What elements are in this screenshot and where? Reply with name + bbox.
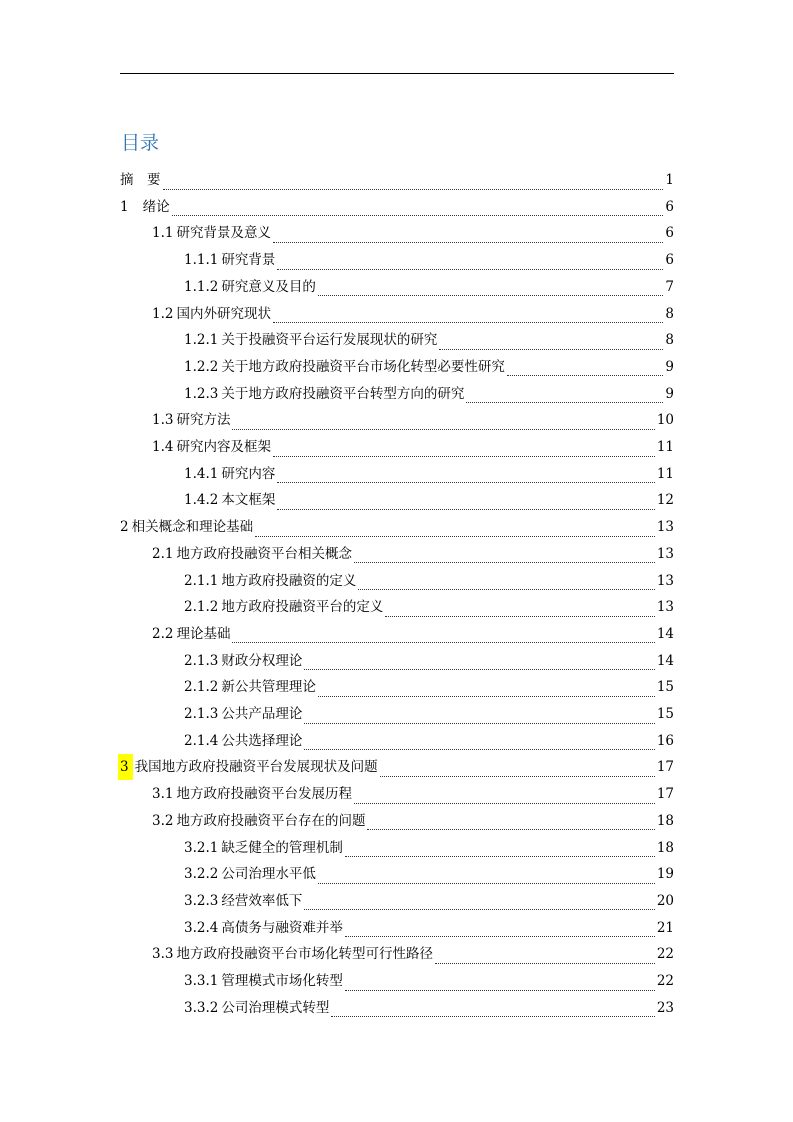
toc-entry-number: 1.1.2 xyxy=(184,278,219,295)
toc-entry-title: 研究内容及框架 xyxy=(176,439,271,455)
toc-entry[interactable] xyxy=(120,754,674,780)
toc-entry-title: 公共选择理论 xyxy=(221,732,303,749)
toc-entry-page: 22 xyxy=(656,946,674,963)
toc-entry-page: 17 xyxy=(656,759,674,776)
header-rule xyxy=(120,73,674,74)
toc-entry-page: 9 xyxy=(665,385,674,402)
dot-leader xyxy=(345,846,655,857)
toc-entry[interactable] xyxy=(184,381,674,407)
toc-entry-number: 2.1 xyxy=(152,545,174,562)
toc-entry[interactable] xyxy=(184,274,674,300)
toc-entry-page: 21 xyxy=(656,919,674,936)
toc-entry-page: 14 xyxy=(656,652,674,669)
dot-leader xyxy=(318,686,655,697)
toc-entry-number: 1.1.1 xyxy=(184,252,219,269)
dot-leader xyxy=(367,819,654,830)
dot-leader xyxy=(232,419,654,430)
toc-entry-title: 地方政府投融资平台的定义 xyxy=(221,599,384,616)
toc-entry-number: 1.4.1 xyxy=(184,465,219,482)
dot-leader xyxy=(255,526,655,537)
toc-entry[interactable] xyxy=(152,808,674,834)
toc-entry-page: 8 xyxy=(665,305,674,322)
toc-entry[interactable] xyxy=(152,407,674,433)
dot-leader xyxy=(318,285,664,296)
toc-entry-number: 1.2.3 xyxy=(184,385,219,402)
toc-entry-title: 缺乏健全的管理机制 xyxy=(221,839,343,856)
toc-entry-number: 2.1.3 xyxy=(184,706,219,722)
toc-entry-page: 11 xyxy=(656,465,674,482)
toc-entry-number: 2.2 xyxy=(152,625,174,642)
toc-entry[interactable] xyxy=(120,514,674,540)
dot-leader xyxy=(354,552,655,563)
toc-entry-number: 3.3.2 xyxy=(184,999,219,1016)
toc-entry[interactable] xyxy=(184,487,674,513)
toc-entry-number: 3.2.4 xyxy=(184,919,219,936)
dot-leader xyxy=(277,259,663,270)
toc-entry-page: 7 xyxy=(665,278,674,295)
toc-entry-title: 研究内容 xyxy=(221,465,276,482)
toc-entry[interactable] xyxy=(184,354,674,380)
toc-entry[interactable] xyxy=(152,541,674,567)
toc-entry-number: 2.1.2 xyxy=(184,679,219,696)
toc-entry[interactable] xyxy=(184,968,674,994)
toc-entry-title: 地方政府投融资平台发展历程 xyxy=(176,786,352,803)
toc-entry-page: 13 xyxy=(656,572,674,589)
toc-entry[interactable] xyxy=(184,594,674,620)
toc-entry-title: 研究方法 xyxy=(176,412,231,429)
dot-leader xyxy=(304,739,654,750)
toc-entry-page: 6 xyxy=(665,225,674,242)
toc-entry-number: 3.2.1 xyxy=(184,839,219,856)
toc-entry-page: 9 xyxy=(665,358,674,375)
toc-entry[interactable] xyxy=(184,995,674,1021)
toc-entry-number: 3 xyxy=(118,754,133,780)
dot-leader xyxy=(277,472,654,483)
toc-entry-number: 2.1.4 xyxy=(184,732,219,749)
dot-leader xyxy=(345,980,655,991)
dot-leader xyxy=(354,793,655,804)
toc-entry-page: 14 xyxy=(656,625,674,642)
dot-leader xyxy=(163,179,664,190)
toc-entry-number: 2.1.2 xyxy=(184,599,219,616)
dot-leader xyxy=(435,953,655,964)
toc-entry[interactable] xyxy=(184,835,674,861)
toc-entry-title: 公司治理模式转型 xyxy=(221,999,330,1016)
toc-entry-number: 2.1.1 xyxy=(184,572,219,589)
toc-entry[interactable] xyxy=(184,701,674,727)
toc-title: 目录 xyxy=(121,132,160,154)
dot-leader xyxy=(232,632,654,643)
toc-entry-number: 3.2.2 xyxy=(184,866,219,883)
toc-entry[interactable] xyxy=(152,301,674,327)
dot-leader xyxy=(304,899,654,910)
toc-entry-title: 地方政府投融资平台相关概念 xyxy=(176,545,352,562)
toc-entry-page: 15 xyxy=(656,679,674,696)
toc-entry[interactable] xyxy=(152,621,674,647)
toc-entry-page: 22 xyxy=(656,973,674,989)
toc-entry-page: 17 xyxy=(656,786,674,803)
dot-leader xyxy=(507,365,664,376)
toc-entry-title: 地方政府投融资平台市场化转型可行性路径 xyxy=(176,946,433,963)
dot-leader xyxy=(345,926,655,937)
toc-entry-title: 研究意义及目的 xyxy=(221,278,316,295)
toc-entry-page: 15 xyxy=(656,706,674,722)
toc-entry-title: 关于地方政府投融资平台转型方向的研究 xyxy=(221,385,465,402)
toc-entry-number: 1 xyxy=(120,198,129,215)
toc-entry[interactable] xyxy=(184,888,674,914)
dot-leader xyxy=(358,579,654,590)
toc-entry-title: 财政分权理论 xyxy=(221,652,303,669)
dot-leader xyxy=(331,1006,654,1017)
toc-entry[interactable] xyxy=(184,915,674,941)
toc-entry-title: 我国地方政府投融资平台发展现状及问题 xyxy=(134,759,378,776)
toc-entry-number: 1.4.2 xyxy=(184,492,219,509)
dot-leader xyxy=(304,659,654,670)
toc-entry-number: 3.3 xyxy=(152,946,174,963)
toc-entry-title: 绪论 xyxy=(142,198,170,215)
toc-entry-number: 2 xyxy=(120,519,129,536)
toc-entry-page: 20 xyxy=(656,892,674,909)
toc-entry-number: 1.3 xyxy=(152,412,174,429)
dot-leader xyxy=(380,766,655,777)
toc-entry-number: 1.2.1 xyxy=(184,332,219,349)
toc-entry-page: 1 xyxy=(665,172,674,188)
dot-leader xyxy=(318,873,655,884)
toc-entry-title: 新公共管理理论 xyxy=(221,679,316,696)
toc-entry-page: 13 xyxy=(656,599,674,616)
toc-entry-page: 10 xyxy=(656,412,674,429)
toc-entry-title: 地方政府投融资平台存在的问题 xyxy=(176,812,366,829)
toc-entry[interactable] xyxy=(184,461,674,487)
toc-entry-page: 18 xyxy=(656,812,674,829)
toc-entry-number: 3.3.1 xyxy=(184,973,219,989)
toc-entry-title: 高债务与融资难并举 xyxy=(221,919,343,936)
toc-entry-title: 经营效率低下 xyxy=(221,892,303,909)
dot-leader xyxy=(466,392,663,403)
toc-entry-number: 1.2 xyxy=(152,305,174,322)
toc-entry[interactable] xyxy=(184,568,674,594)
dot-leader xyxy=(439,339,663,350)
toc-entry-number: 1.4 xyxy=(152,439,174,455)
toc-entry-number: 3.2.3 xyxy=(184,892,219,909)
toc-entry[interactable] xyxy=(184,728,674,754)
dot-leader xyxy=(385,606,654,617)
toc-entry-title: 研究背景及意义 xyxy=(176,225,271,242)
toc-entry-title: 公共产品理论 xyxy=(221,706,303,722)
toc-entry-page: 6 xyxy=(665,198,674,215)
toc-entry[interactable] xyxy=(184,861,674,887)
dot-leader xyxy=(304,713,654,724)
toc-entry[interactable] xyxy=(152,220,674,246)
toc-entry[interactable] xyxy=(152,941,674,967)
toc-entry-title: 理论基础 xyxy=(176,625,231,642)
toc-entry-number: 2.1.3 xyxy=(184,652,219,669)
toc-entry-page: 13 xyxy=(656,545,674,562)
toc-entry-number: 1.2.2 xyxy=(184,358,219,375)
toc-entry-page: 6 xyxy=(665,252,674,269)
toc-entry-title: 公司治理水平低 xyxy=(221,866,316,883)
toc-entry-title: 相关概念和理论基础 xyxy=(131,519,254,536)
toc-entry-page: 18 xyxy=(656,839,674,856)
dot-leader xyxy=(172,205,664,216)
toc-entry-title: 地方政府投融资的定义 xyxy=(221,572,357,589)
toc-entry-number: 摘 要 xyxy=(120,172,161,188)
toc-entry-page: 16 xyxy=(656,732,674,749)
toc-entry-title: 关于地方政府投融资平台市场化转型必要性研究 xyxy=(221,358,505,375)
toc-entry-title: 管理模式市场化转型 xyxy=(221,973,343,989)
dot-leader xyxy=(277,499,654,510)
toc-entry-page: 19 xyxy=(656,866,674,883)
toc-entry-title: 研究背景 xyxy=(221,252,276,269)
toc-entry-title: 国内外研究现状 xyxy=(176,305,271,322)
dot-leader xyxy=(273,446,655,457)
dot-leader xyxy=(273,232,663,243)
dot-leader xyxy=(273,312,663,323)
toc-entry-number: 3.2 xyxy=(152,812,174,829)
toc-entry[interactable] xyxy=(120,167,674,193)
toc-entry-title: 关于投融资平台运行发展现状的研究 xyxy=(221,332,438,349)
toc-entry-page: 23 xyxy=(656,999,674,1016)
toc-entry-page: 12 xyxy=(656,492,674,509)
toc-entry[interactable] xyxy=(152,781,674,807)
toc-entry-number: 1.1 xyxy=(152,225,174,242)
toc-entry-title: 本文框架 xyxy=(221,492,276,509)
toc-entry[interactable] xyxy=(152,434,674,460)
toc-entry[interactable] xyxy=(184,674,674,700)
toc-entry[interactable] xyxy=(184,247,674,273)
toc-entry[interactable] xyxy=(120,194,674,220)
toc-entry-page: 8 xyxy=(665,332,674,349)
toc-entry[interactable] xyxy=(184,648,674,674)
toc-entry-page: 13 xyxy=(656,519,674,536)
toc-entry-number: 3.1 xyxy=(152,786,174,803)
toc-entry-page: 11 xyxy=(656,439,674,455)
toc-entry[interactable] xyxy=(184,327,674,353)
